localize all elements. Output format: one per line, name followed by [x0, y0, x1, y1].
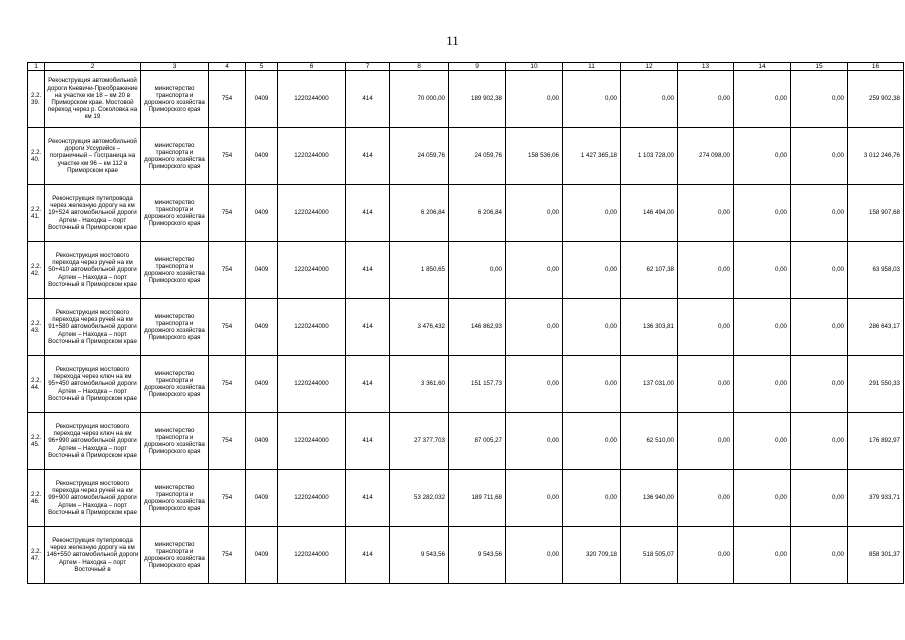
project-name: Реконструкция мостового перехода через ручей на км 91+580 автомобильной дороги Артем – Находка – порт Восточный в Приморском крае: [45, 299, 141, 356]
target-article-code: 1220244000: [278, 356, 346, 413]
column-number-header: 9: [449, 63, 506, 71]
amount-col-14: 0,00: [734, 413, 791, 470]
amount-col-11: 320 709,18: [563, 527, 621, 584]
table-row: [28, 470, 904, 527]
amount-col-14: 0,00: [734, 299, 791, 356]
total-amount: 259 902,38: [848, 71, 904, 128]
amount-col-15: 0,00: [791, 413, 848, 470]
table-row: [28, 527, 904, 584]
column-number-header: 3: [141, 63, 209, 71]
expense-type-code: 414: [346, 299, 390, 356]
row-number: 2.2. 40.: [28, 128, 45, 185]
row-number: 2.2. 45.: [28, 413, 45, 470]
amount-col-13: 0,00: [678, 356, 734, 413]
amount-col-8: 70 000,00: [390, 71, 449, 128]
amount-col-14: 0,00: [734, 470, 791, 527]
section-code: 0409: [246, 242, 278, 299]
target-article-code: 1220244000: [278, 413, 346, 470]
amount-col-8: 9 543,56: [390, 527, 449, 584]
ministry-code: 754: [209, 527, 246, 584]
ministry-code: 754: [209, 71, 246, 128]
amount-col-12: 137 031,00: [621, 356, 678, 413]
amount-col-9: 0,00: [449, 242, 506, 299]
project-name: Реконструкция мостового перехода через ручей на км 99+900 автомобильной дороги Артем – Находка – порт Восточный в Приморском крае: [45, 470, 141, 527]
row-number: 2.2. 47.: [28, 527, 45, 584]
total-amount: 286 643,17: [848, 299, 904, 356]
responsible-agency: министерство транспорта и дорожного хозяйства Приморского края: [141, 128, 209, 185]
table-row: [28, 71, 904, 128]
amount-col-9: 6 206,84: [449, 185, 506, 242]
amount-col-8: 53 282,032: [390, 470, 449, 527]
amount-col-8: 3 476,432: [390, 299, 449, 356]
responsible-agency: министерство транспорта и дорожного хозяйства Приморского края: [141, 413, 209, 470]
section-code: 0409: [246, 413, 278, 470]
column-number-header: 7: [346, 63, 390, 71]
ministry-code: 754: [209, 413, 246, 470]
target-article-code: 1220244000: [278, 185, 346, 242]
expense-type-code: 414: [346, 242, 390, 299]
amount-col-11: 0,00: [563, 299, 621, 356]
project-name: Реконструкция автомобильной дороги Кневичи-Преображение на участке км 18 – км 20 в Приморском крае. Мостовой переход через р. Соколовка на км 19: [45, 71, 141, 128]
responsible-agency: министерство транспорта и дорожного хозяйства Приморского края: [141, 299, 209, 356]
amount-col-13: 0,00: [678, 242, 734, 299]
amount-col-10: 0,00: [506, 527, 563, 584]
project-name: Реконструкция путепровода через железную дорогу на км 146+550 автомобильной дороги Артем - Находка – порт Восточный в: [45, 527, 141, 584]
row-number: 2.2. 39.: [28, 71, 45, 128]
amount-col-13: 274 098,00: [678, 128, 734, 185]
target-article-code: 1220244000: [278, 470, 346, 527]
amount-col-11: 0,00: [563, 470, 621, 527]
ministry-code: 754: [209, 185, 246, 242]
ministry-code: 754: [209, 242, 246, 299]
expense-type-code: 414: [346, 470, 390, 527]
section-code: 0409: [246, 299, 278, 356]
amount-col-11: 0,00: [563, 356, 621, 413]
program-table: [27, 62, 904, 584]
section-code: 0409: [246, 527, 278, 584]
column-number-header: 11: [563, 63, 621, 71]
row-number: 2.2. 42.: [28, 242, 45, 299]
column-number-header: 1: [28, 63, 45, 71]
project-name: Реконструкция путепровода через железную дорогу на км 19+524 автомобильной дороги Артем - Находка – порт Восточный в Приморском крае: [45, 185, 141, 242]
column-number-header: 15: [791, 63, 848, 71]
total-amount: 176 892,97: [848, 413, 904, 470]
project-name: Реконструкция автомобильной дороги Уссурийск – пограничный – Госграница на участке км 96 – км 112 в Приморском крае: [45, 128, 141, 185]
responsible-agency: министерство транспорта и дорожного хозяйства Приморского края: [141, 527, 209, 584]
amount-col-13: 0,00: [678, 527, 734, 584]
amount-col-15: 0,00: [791, 356, 848, 413]
column-number-header: 10: [506, 63, 563, 71]
amount-col-15: 0,00: [791, 242, 848, 299]
amount-col-10: 0,00: [506, 71, 563, 128]
amount-col-11: 1 427 365,18: [563, 128, 621, 185]
amount-col-11: 0,00: [563, 242, 621, 299]
amount-col-13: 0,00: [678, 185, 734, 242]
amount-col-13: 0,00: [678, 71, 734, 128]
amount-col-15: 0,00: [791, 71, 848, 128]
amount-col-14: 0,00: [734, 185, 791, 242]
column-number-header: 8: [390, 63, 449, 71]
table-row: [28, 242, 904, 299]
amount-col-10: 0,00: [506, 185, 563, 242]
section-code: 0409: [246, 71, 278, 128]
section-code: 0409: [246, 356, 278, 413]
amount-col-9: 146 862,93: [449, 299, 506, 356]
amount-col-12: 62 510,00: [621, 413, 678, 470]
amount-col-8: 27 377,703: [390, 413, 449, 470]
amount-col-12: 62 107,38: [621, 242, 678, 299]
amount-col-13: 0,00: [678, 413, 734, 470]
target-article-code: 1220244000: [278, 128, 346, 185]
amount-col-15: 0,00: [791, 299, 848, 356]
section-code: 0409: [246, 185, 278, 242]
amount-col-11: 0,00: [563, 185, 621, 242]
section-code: 0409: [246, 470, 278, 527]
target-article-code: 1220244000: [278, 242, 346, 299]
ministry-code: 754: [209, 470, 246, 527]
amount-col-10: 0,00: [506, 299, 563, 356]
expense-type-code: 414: [346, 356, 390, 413]
amount-col-8: 3 361,60: [390, 356, 449, 413]
total-amount: 291 550,33: [848, 356, 904, 413]
amount-col-10: 0,00: [506, 470, 563, 527]
amount-col-9: 87 005,27: [449, 413, 506, 470]
column-number-header: 14: [734, 63, 791, 71]
amount-col-10: 0,00: [506, 356, 563, 413]
amount-col-12: 1 103 728,00: [621, 128, 678, 185]
responsible-agency: министерство транспорта и дорожного хозяйства Приморского края: [141, 242, 209, 299]
project-name: Реконструкция мостового перехода через ключ на км 95+450 автомобильной дороги Артем – Находка – порт Восточный в Приморском крае: [45, 356, 141, 413]
header-row: [28, 63, 904, 71]
ministry-code: 754: [209, 128, 246, 185]
column-number-header: 6: [278, 63, 346, 71]
project-name: Реконструкция мостового перехода через ключ на км 96+990 автомобильной дороги Артем – Находка – порт Восточный в Приморском крае: [45, 413, 141, 470]
amount-col-12: 518 505,07: [621, 527, 678, 584]
total-amount: 3 012 246,76: [848, 128, 904, 185]
amount-col-9: 189 902,38: [449, 71, 506, 128]
target-article-code: 1220244000: [278, 527, 346, 584]
amount-col-8: 1 850,65: [390, 242, 449, 299]
row-number: 2.2. 46.: [28, 470, 45, 527]
column-number-header: 13: [678, 63, 734, 71]
expense-type-code: 414: [346, 185, 390, 242]
amount-col-12: 136 940,00: [621, 470, 678, 527]
amount-col-8: 24 059,76: [390, 128, 449, 185]
column-number-header: 4: [209, 63, 246, 71]
amount-col-12: 146 494,00: [621, 185, 678, 242]
amount-col-10: 0,00: [506, 413, 563, 470]
amount-col-14: 0,00: [734, 242, 791, 299]
total-amount: 63 958,03: [848, 242, 904, 299]
amount-col-13: 0,00: [678, 299, 734, 356]
amount-col-9: 151 157,73: [449, 356, 506, 413]
responsible-agency: министерство транспорта и дорожного хозяйства Приморского края: [141, 71, 209, 128]
ministry-code: 754: [209, 356, 246, 413]
amount-col-14: 0,00: [734, 527, 791, 584]
total-amount: 858 301,37: [848, 527, 904, 584]
target-article-code: 1220244000: [278, 299, 346, 356]
table-row: [28, 299, 904, 356]
row-number: 2.2. 44.: [28, 356, 45, 413]
amount-col-11: 0,00: [563, 413, 621, 470]
expense-type-code: 414: [346, 128, 390, 185]
amount-col-8: 6 206,84: [390, 185, 449, 242]
table-row: [28, 356, 904, 413]
total-amount: 379 933,71: [848, 470, 904, 527]
project-name: Реконструкция мостового перехода через ручей на км 50+410 автомобильной дороги Артем – Находка – порт Восточный в Приморском крае: [45, 242, 141, 299]
target-article-code: 1220244000: [278, 71, 346, 128]
amount-col-15: 0,00: [791, 185, 848, 242]
amount-col-10: 0,00: [506, 242, 563, 299]
amount-col-9: 189 711,68: [449, 470, 506, 527]
amount-col-12: 136 303,81: [621, 299, 678, 356]
amount-col-14: 0,00: [734, 71, 791, 128]
column-number-header: 16: [848, 63, 904, 71]
ministry-code: 754: [209, 299, 246, 356]
expense-type-code: 414: [346, 527, 390, 584]
amount-col-11: 0,00: [563, 71, 621, 128]
amount-col-15: 0,00: [791, 128, 848, 185]
column-number-header: 12: [621, 63, 678, 71]
responsible-agency: министерство транспорта и дорожного хозяйства Приморского края: [141, 185, 209, 242]
amount-col-14: 0,00: [734, 356, 791, 413]
amount-col-9: 9 543,56: [449, 527, 506, 584]
column-number-header: 2: [45, 63, 141, 71]
section-code: 0409: [246, 128, 278, 185]
amount-col-9: 24 059,76: [449, 128, 506, 185]
total-amount: 158 907,68: [848, 185, 904, 242]
amount-col-15: 0,00: [791, 470, 848, 527]
amount-col-13: 0,00: [678, 470, 734, 527]
table-row: [28, 185, 904, 242]
responsible-agency: министерство транспорта и дорожного хозяйства Приморского края: [141, 356, 209, 413]
expense-type-code: 414: [346, 413, 390, 470]
expense-type-code: 414: [346, 71, 390, 128]
table-row: [28, 128, 904, 185]
amount-col-10: 158 536,06: [506, 128, 563, 185]
table-row: [28, 413, 904, 470]
amount-col-15: 0,00: [791, 527, 848, 584]
row-number: 2.2. 43.: [28, 299, 45, 356]
row-number: 2.2. 41.: [28, 185, 45, 242]
column-number-header: 5: [246, 63, 278, 71]
amount-col-12: 0,00: [621, 71, 678, 128]
responsible-agency: министерство транспорта и дорожного хозяйства Приморского края: [141, 470, 209, 527]
page-number: 11: [446, 33, 459, 48]
amount-col-14: 0,00: [734, 128, 791, 185]
